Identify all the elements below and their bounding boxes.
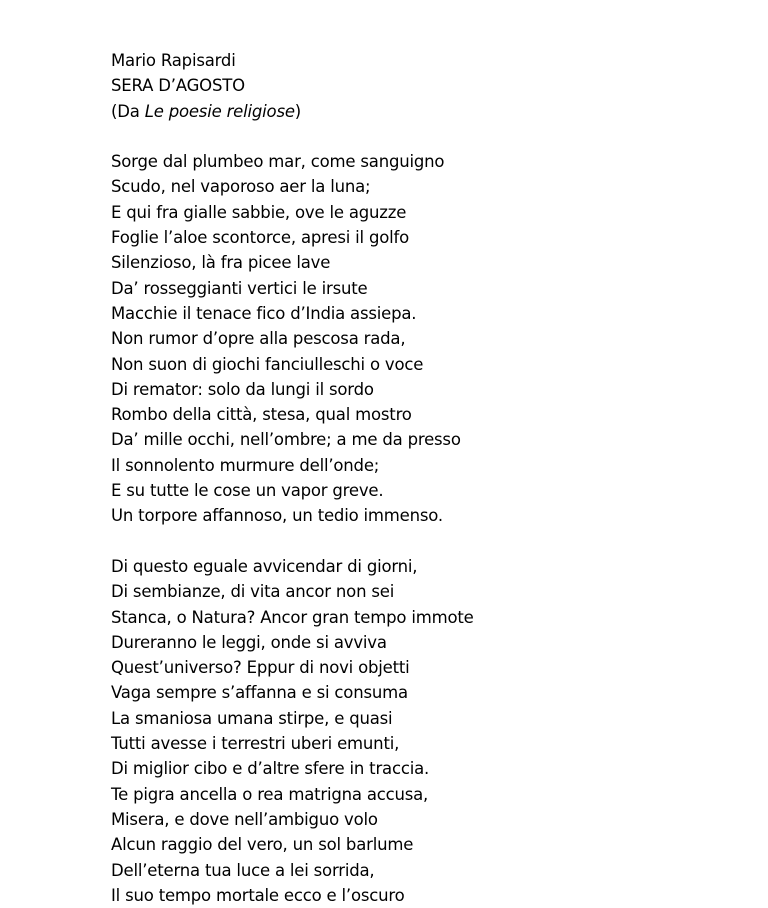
- poem-line: Sorge dal plumbeo mar, come sanguigno: [111, 152, 445, 172]
- poem-line: E su tutte le cose un vapor greve.: [111, 481, 384, 501]
- poem-line: E qui fra gialle sabbie, ove le aguzze: [111, 202, 407, 222]
- poem-body: [111, 149, 751, 908]
- source-work: Le poesie religiose: [144, 101, 295, 121]
- poem-line: Stanca, o Natura? Ancor gran tempo immote: [111, 607, 474, 627]
- poem-title: SERA D’AGOSTO: [111, 76, 245, 96]
- source-prefix: (Da: [111, 101, 145, 121]
- poem-page: [111, 48, 751, 908]
- poem-line: Macchie il tenace fico d’India assiepa.: [111, 303, 417, 323]
- poem-line: Quest’universo? Eppur di novi objetti: [111, 658, 410, 678]
- poem-line: Di miglior cibo e d’altre sfere in traccia.: [111, 759, 430, 779]
- poem-line: Tutti avesse i terrestri uberi emunti,: [111, 734, 400, 754]
- poem-line: Non rumor d’opre alla pescosa rada,: [111, 329, 406, 349]
- stanza-gap: [111, 124, 751, 149]
- poem-line: Di sembianze, di vita ancor non sei: [111, 582, 395, 602]
- poem-line: Di questo eguale avvicendar di giorni,: [111, 556, 418, 576]
- poem-line: Un torpore affannoso, un tedio immenso.: [111, 506, 443, 526]
- poem-line: Te pigra ancella o rea matrigna accusa,: [111, 784, 429, 804]
- poem-line: Misera, e dove nell’ambiguo volo: [111, 809, 378, 829]
- poem-line: Di remator: solo da lungi il sordo: [111, 379, 374, 399]
- stanza-gap: [111, 529, 751, 554]
- poem-line: Silenzioso, là fra picee lave: [111, 253, 331, 273]
- poem-line: Il suo tempo mortale ecco e l’oscuro: [111, 885, 405, 905]
- author-name: Mario Rapisardi: [111, 51, 236, 70]
- poem-line: Da’ mille occhi, nell’ombre; a me da presso: [111, 430, 461, 450]
- poem-line: Vaga sempre s’affanna e si consuma: [111, 683, 408, 703]
- poem-header: [111, 48, 751, 124]
- poem-line: Alcun raggio del vero, un sol barlume: [111, 835, 414, 855]
- source-suffix: ): [294, 101, 302, 121]
- poem-line: Da’ rosseggianti vertici le irsute: [111, 278, 368, 298]
- poem-line: Dell’eterna tua luce a lei sorrida,: [111, 860, 375, 880]
- poem-line: Foglie l’aloe scontorce, apresi il golfo: [111, 228, 410, 248]
- poem-source: [111, 99, 751, 124]
- poem-line: Scudo, nel vaporoso aer la luna;: [111, 177, 371, 197]
- poem-line: Dureranno le leggi, onde si avviva: [111, 632, 387, 652]
- stanza: [111, 149, 751, 528]
- poem-line: Non suon di giochi fanciulleschi o voce: [111, 354, 424, 374]
- stanza: [111, 554, 751, 908]
- poem-line: Rombo della città, stesa, qual mostro: [111, 405, 412, 425]
- poem-line: La smaniosa umana stirpe, e quasi: [111, 708, 393, 728]
- poem-line: Il sonnolento murmure dell’onde;: [111, 455, 380, 475]
